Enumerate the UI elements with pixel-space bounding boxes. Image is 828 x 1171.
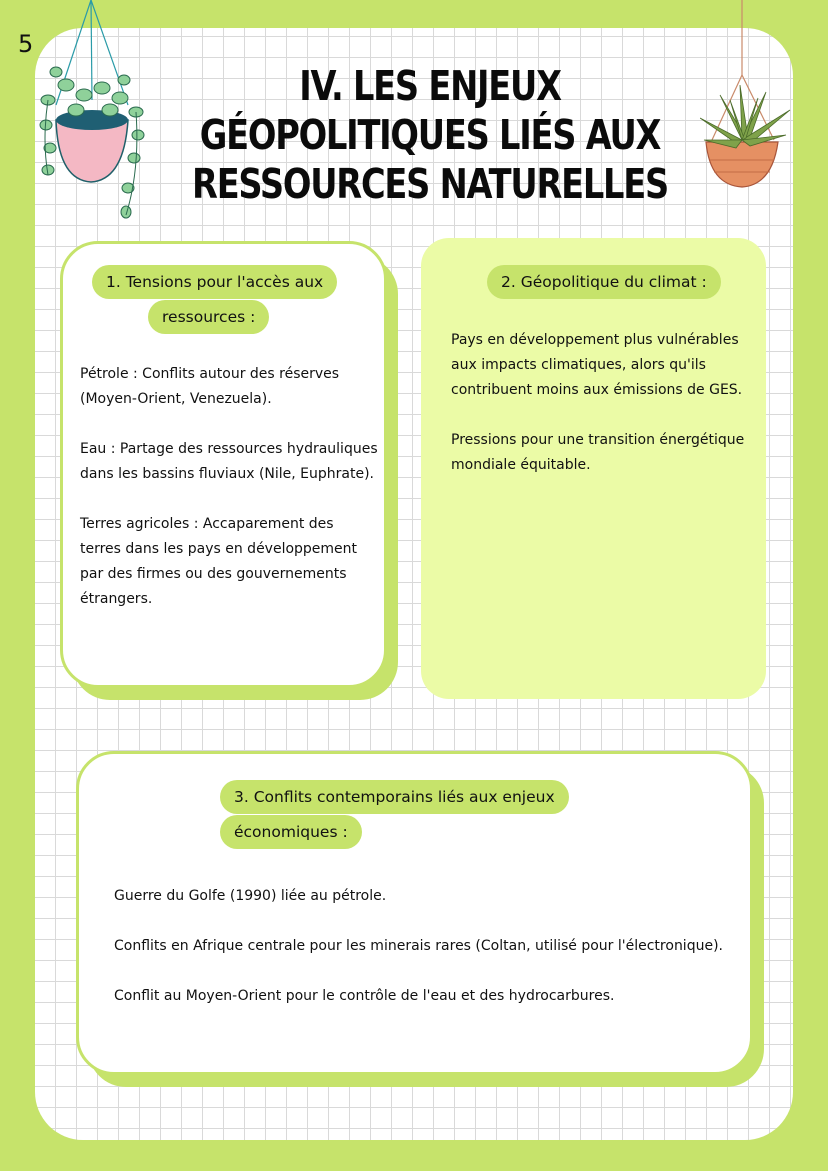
climat-para2-line1: Pressions pour une transition énergétique xyxy=(451,432,745,448)
page-number: 5 xyxy=(18,30,34,58)
tensions-para2-line1: Eau : Partage des ressources hydrauliques xyxy=(80,441,378,457)
climat-para2-line2: mondiale équitable. xyxy=(451,457,591,473)
conflits-item-afrique: Conflits en Afrique centrale pour les minerais rares (Coltan, utilisé pour l'électronique). xyxy=(114,938,723,954)
tensions-para3-line1: Terres agricoles : Accaparement des xyxy=(80,516,334,532)
tensions-para1-line1: Pétrole : Conflits autour des réserves xyxy=(80,366,340,382)
title-line-3: RESSOURCES NATURELLES xyxy=(192,160,668,208)
tensions-para-petrole xyxy=(80,362,385,412)
conflits-heading-line-2: économiques : xyxy=(220,815,362,849)
conflits-body xyxy=(114,884,744,1034)
tensions-para1-line2: (Moyen-Orient, Venezuela). xyxy=(80,391,272,407)
tensions-para3-line2: terres dans les pays en développement xyxy=(80,541,358,557)
tensions-body xyxy=(80,362,385,637)
title-line-2: GÉOPOLITIQUES LIÉS AUX xyxy=(199,111,661,159)
climat-para-vulnerables xyxy=(451,328,761,403)
tensions-para3-line4: étrangers. xyxy=(80,591,153,607)
tensions-para-terres xyxy=(80,512,385,612)
climat-para1-line3: contribuent moins aux émissions de GES. xyxy=(451,382,743,398)
page-title xyxy=(159,62,700,209)
conflits-heading-line-1: 3. Conflits contemporains liés aux enjeux xyxy=(220,780,569,814)
climat-para1-line2: aux impacts climatiques, alors qu'ils xyxy=(451,357,706,373)
tensions-heading-line-2: ressources : xyxy=(148,300,269,334)
tensions-para3-line3: par des firmes ou des gouvernements xyxy=(80,566,347,582)
climat-para1-line1: Pays en développement plus vulnérables xyxy=(451,332,739,348)
tensions-para2-line2: dans les bassins fluviaux (Nile, Euphrate). xyxy=(80,466,374,482)
conflits-item-golfe: Guerre du Golfe (1990) liée au pétrole. xyxy=(114,888,387,904)
climat-body xyxy=(451,328,761,503)
hanging-plant-right-icon xyxy=(700,0,800,195)
conflits-item-moyen-orient: Conflit au Moyen-Orient pour le contrôle de l'eau et des hydrocarbures. xyxy=(114,988,615,1004)
climat-para-transition xyxy=(451,428,761,478)
tensions-heading-line-1: 1. Tensions pour l'accès aux xyxy=(92,265,337,299)
climat-heading: 2. Géopolitique du climat : xyxy=(487,265,721,299)
hanging-plant-left-icon xyxy=(36,0,148,225)
title-line-1: IV. LES ENJEUX xyxy=(299,62,561,110)
tensions-para-eau xyxy=(80,437,385,487)
